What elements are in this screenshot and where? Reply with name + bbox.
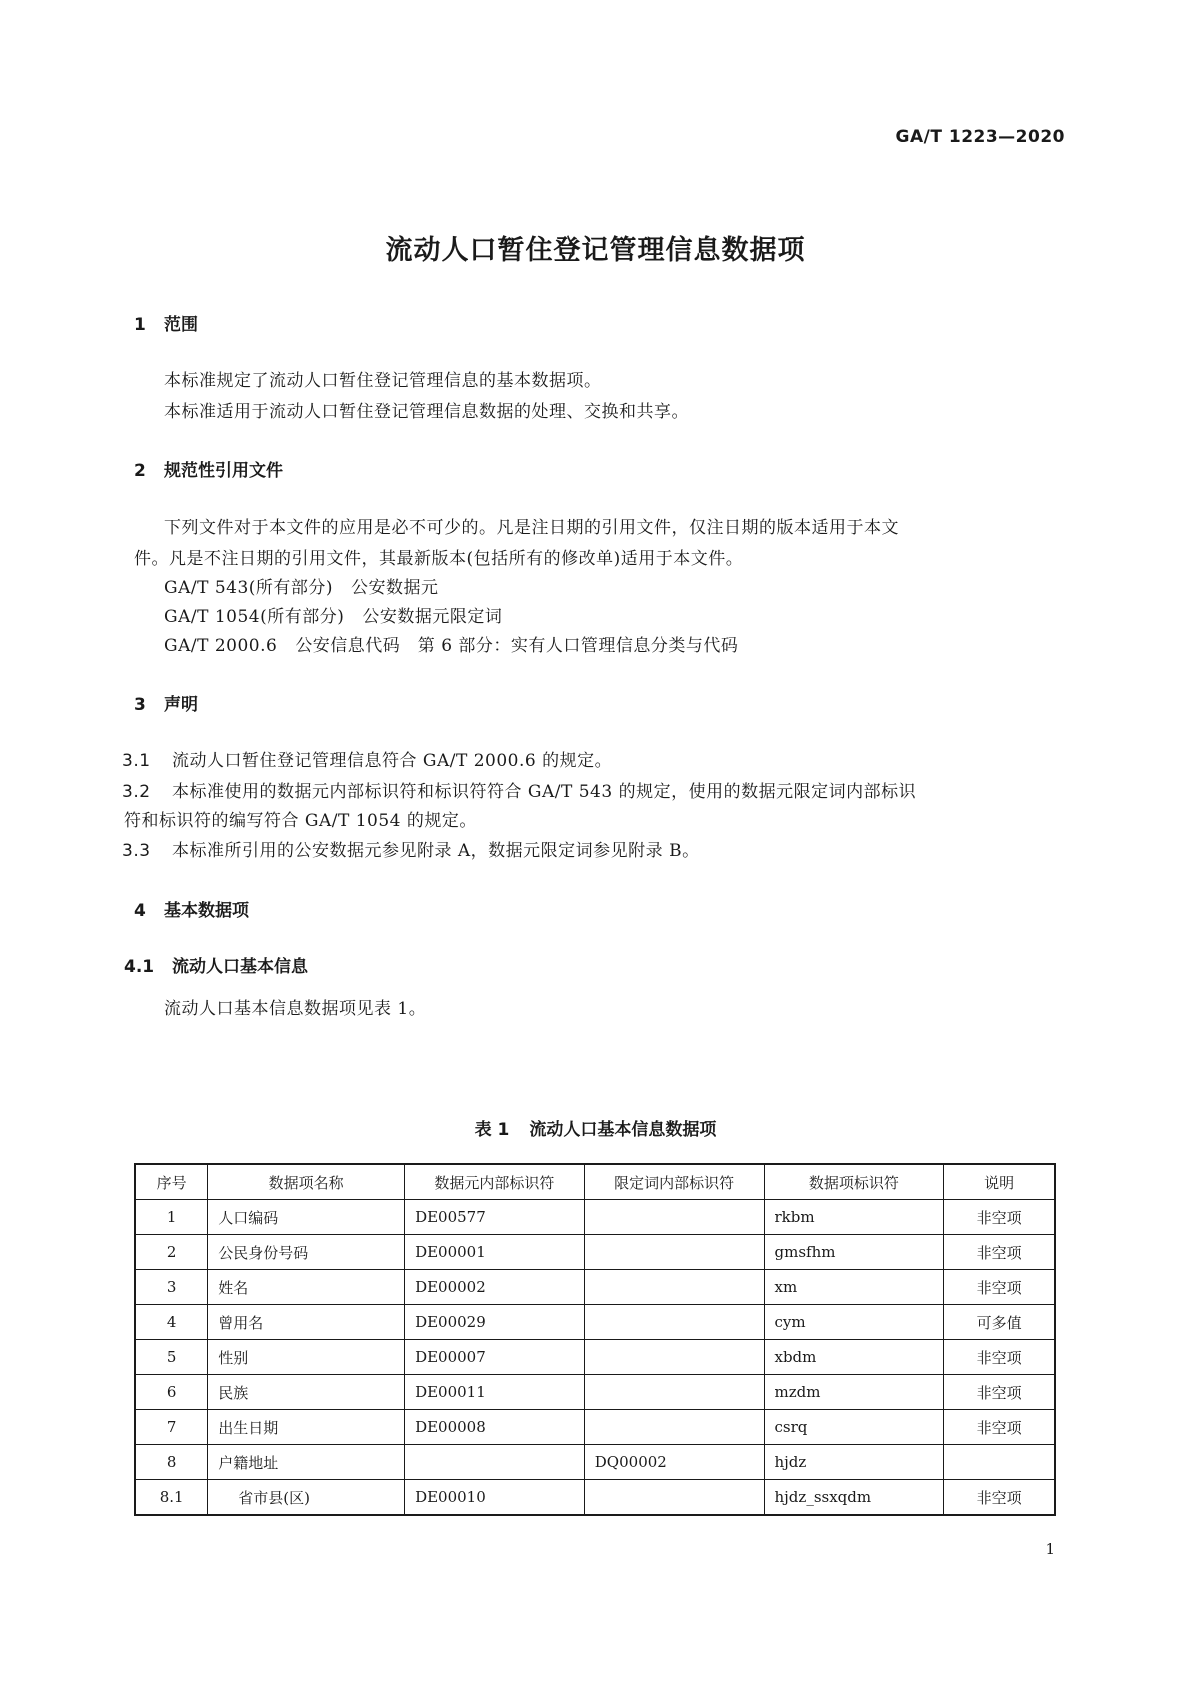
table-cell: mzdm bbox=[764, 1375, 944, 1410]
table-cell: xbdm bbox=[764, 1340, 944, 1375]
table-cell: DE00010 bbox=[405, 1480, 585, 1516]
section-title: 基本数据项 bbox=[164, 901, 249, 921]
table-cell bbox=[584, 1340, 764, 1375]
table-cell bbox=[405, 1445, 585, 1480]
reference-item bbox=[164, 631, 738, 656]
table-row bbox=[135, 1270, 1055, 1305]
reference-item bbox=[164, 602, 502, 627]
table-cell: 1 bbox=[135, 1200, 208, 1235]
table-cell: csrq bbox=[764, 1410, 944, 1445]
paragraph: 本标准适用于流动人口暂住登记管理信息数据的处理、交换和共享。 bbox=[164, 402, 689, 422]
table-number: 表 1 bbox=[474, 1120, 510, 1140]
subsection-4-1-heading bbox=[124, 952, 308, 977]
section-title: 范围 bbox=[164, 315, 198, 335]
clause-text-continued: 符和标识符的编写符合 GA/T 1054 的规定。 bbox=[124, 811, 477, 831]
table-row bbox=[135, 1445, 1055, 1480]
table-header-row bbox=[135, 1164, 1055, 1200]
table-row bbox=[135, 1375, 1055, 1410]
table-cell: 非空项 bbox=[944, 1340, 1055, 1375]
table-cell: xm bbox=[764, 1270, 944, 1305]
column-header: 说明 bbox=[944, 1164, 1055, 1200]
table-cell: DE00029 bbox=[405, 1305, 585, 1340]
table-cell: hjdz_ssxqdm bbox=[764, 1480, 944, 1516]
table-cell bbox=[584, 1305, 764, 1340]
clause-number: 3.2 bbox=[122, 782, 151, 802]
column-header: 数据项标识符 bbox=[764, 1164, 944, 1200]
table-caption bbox=[0, 1115, 1191, 1140]
section-number: 1 bbox=[134, 315, 146, 335]
clause-text: 本标准使用的数据元内部标识符和标识符符合 GA/T 543 的规定，使用的数据元限定词内部标识 bbox=[172, 782, 917, 802]
section-number: 3 bbox=[134, 695, 146, 715]
clause-number: 3.1 bbox=[122, 751, 151, 771]
table-cell: 非空项 bbox=[944, 1375, 1055, 1410]
table-cell: 出生日期 bbox=[208, 1410, 405, 1445]
table-cell: 2 bbox=[135, 1235, 208, 1270]
subsection-title: 流动人口基本信息 bbox=[172, 957, 308, 977]
section-2-heading bbox=[134, 456, 283, 481]
table-cell: 5 bbox=[135, 1340, 208, 1375]
table-cell: 6 bbox=[135, 1375, 208, 1410]
table-cell: 公民身份号码 bbox=[208, 1235, 405, 1270]
table-cell: DE00002 bbox=[405, 1270, 585, 1305]
table-cell: 人口编码 bbox=[208, 1200, 405, 1235]
table-row bbox=[135, 1340, 1055, 1375]
reference-item bbox=[164, 573, 439, 598]
table-cell: 户籍地址 bbox=[208, 1445, 405, 1480]
clause-3-2 bbox=[122, 777, 916, 802]
section-3-heading bbox=[134, 690, 198, 715]
table-cell: DQ00002 bbox=[584, 1445, 764, 1480]
reference-name: 公安数据元 bbox=[351, 578, 439, 598]
paragraph: 件。凡是不注日期的引用文件，其最新版本(包括所有的修改单)适用于本文件。 bbox=[134, 549, 744, 569]
table-cell: 8.1 bbox=[135, 1480, 208, 1516]
table-cell: 非空项 bbox=[944, 1480, 1055, 1516]
reference-code: GA/T 2000.6 bbox=[164, 636, 278, 656]
reference-name: 公安数据元限定词 bbox=[362, 607, 503, 627]
reference-code: GA/T 1054(所有部分) bbox=[164, 607, 345, 627]
page-number: 1 bbox=[1045, 1540, 1055, 1558]
table-cell: DE00011 bbox=[405, 1375, 585, 1410]
table-cell bbox=[584, 1480, 764, 1516]
table-cell: 姓名 bbox=[208, 1270, 405, 1305]
column-header: 数据项名称 bbox=[208, 1164, 405, 1200]
reference-name: 公安信息代码 第 6 部分：实有人口管理信息分类与代码 bbox=[295, 636, 739, 656]
table-cell: DE00001 bbox=[405, 1235, 585, 1270]
table-cell: 8 bbox=[135, 1445, 208, 1480]
table-cell bbox=[584, 1410, 764, 1445]
table-cell: gmsfhm bbox=[764, 1235, 944, 1270]
paragraph: 本标准规定了流动人口暂住登记管理信息的基本数据项。 bbox=[164, 371, 602, 391]
column-header: 数据元内部标识符 bbox=[405, 1164, 585, 1200]
table-cell: 非空项 bbox=[944, 1235, 1055, 1270]
table-cell: DE00007 bbox=[405, 1340, 585, 1375]
section-number: 4 bbox=[134, 901, 146, 921]
table-cell bbox=[584, 1270, 764, 1305]
table-cell: cym bbox=[764, 1305, 944, 1340]
table-row bbox=[135, 1235, 1055, 1270]
table-cell: 非空项 bbox=[944, 1410, 1055, 1445]
table-cell bbox=[944, 1445, 1055, 1480]
table-cell bbox=[584, 1375, 764, 1410]
table-title: 流动人口基本信息数据项 bbox=[529, 1120, 717, 1140]
table-cell: 性别 bbox=[208, 1340, 405, 1375]
table-cell bbox=[584, 1200, 764, 1235]
table-cell: 可多值 bbox=[944, 1305, 1055, 1340]
clause-number: 3.3 bbox=[122, 841, 151, 861]
table-row bbox=[135, 1305, 1055, 1340]
table-cell: rkbm bbox=[764, 1200, 944, 1235]
paragraph: 流动人口基本信息数据项见表 1。 bbox=[164, 999, 427, 1019]
table-cell: 7 bbox=[135, 1410, 208, 1445]
table-cell: 民族 bbox=[208, 1375, 405, 1410]
standard-code: GA/T 1223—2020 bbox=[895, 127, 1065, 147]
table-cell: hjdz bbox=[764, 1445, 944, 1480]
table-cell: DE00577 bbox=[405, 1200, 585, 1235]
table-cell: 3 bbox=[135, 1270, 208, 1305]
table-cell: 省市县(区) bbox=[208, 1480, 405, 1516]
clause-text: 流动人口暂住登记管理信息符合 GA/T 2000.6 的规定。 bbox=[172, 751, 613, 771]
clause-3-1 bbox=[122, 746, 612, 771]
document-title: 流动人口暂住登记管理信息数据项 bbox=[385, 235, 806, 266]
table-row bbox=[135, 1410, 1055, 1445]
table-cell bbox=[584, 1235, 764, 1270]
section-4-heading bbox=[134, 896, 249, 921]
table-cell: 非空项 bbox=[944, 1200, 1055, 1235]
section-number: 2 bbox=[134, 461, 146, 481]
column-header: 序号 bbox=[135, 1164, 208, 1200]
section-title: 规范性引用文件 bbox=[164, 461, 283, 481]
subsection-number: 4.1 bbox=[124, 957, 155, 977]
reference-code: GA/T 543(所有部分) bbox=[164, 578, 334, 598]
clause-3-3 bbox=[122, 836, 700, 861]
table-cell: 非空项 bbox=[944, 1270, 1055, 1305]
table-row bbox=[135, 1480, 1055, 1516]
table-cell: 曾用名 bbox=[208, 1305, 405, 1340]
table-row bbox=[135, 1200, 1055, 1235]
table-cell: 4 bbox=[135, 1305, 208, 1340]
section-title: 声明 bbox=[164, 695, 198, 715]
column-header: 限定词内部标识符 bbox=[584, 1164, 764, 1200]
section-1-heading bbox=[134, 310, 198, 335]
data-items-table bbox=[134, 1163, 1056, 1516]
paragraph: 下列文件对于本文件的应用是必不可少的。凡是注日期的引用文件，仅注日期的版本适用于本文 bbox=[164, 518, 899, 538]
table-cell: DE00008 bbox=[405, 1410, 585, 1445]
clause-text: 本标准所引用的公安数据元参见附录 A，数据元限定词参见附录 B。 bbox=[172, 841, 700, 861]
